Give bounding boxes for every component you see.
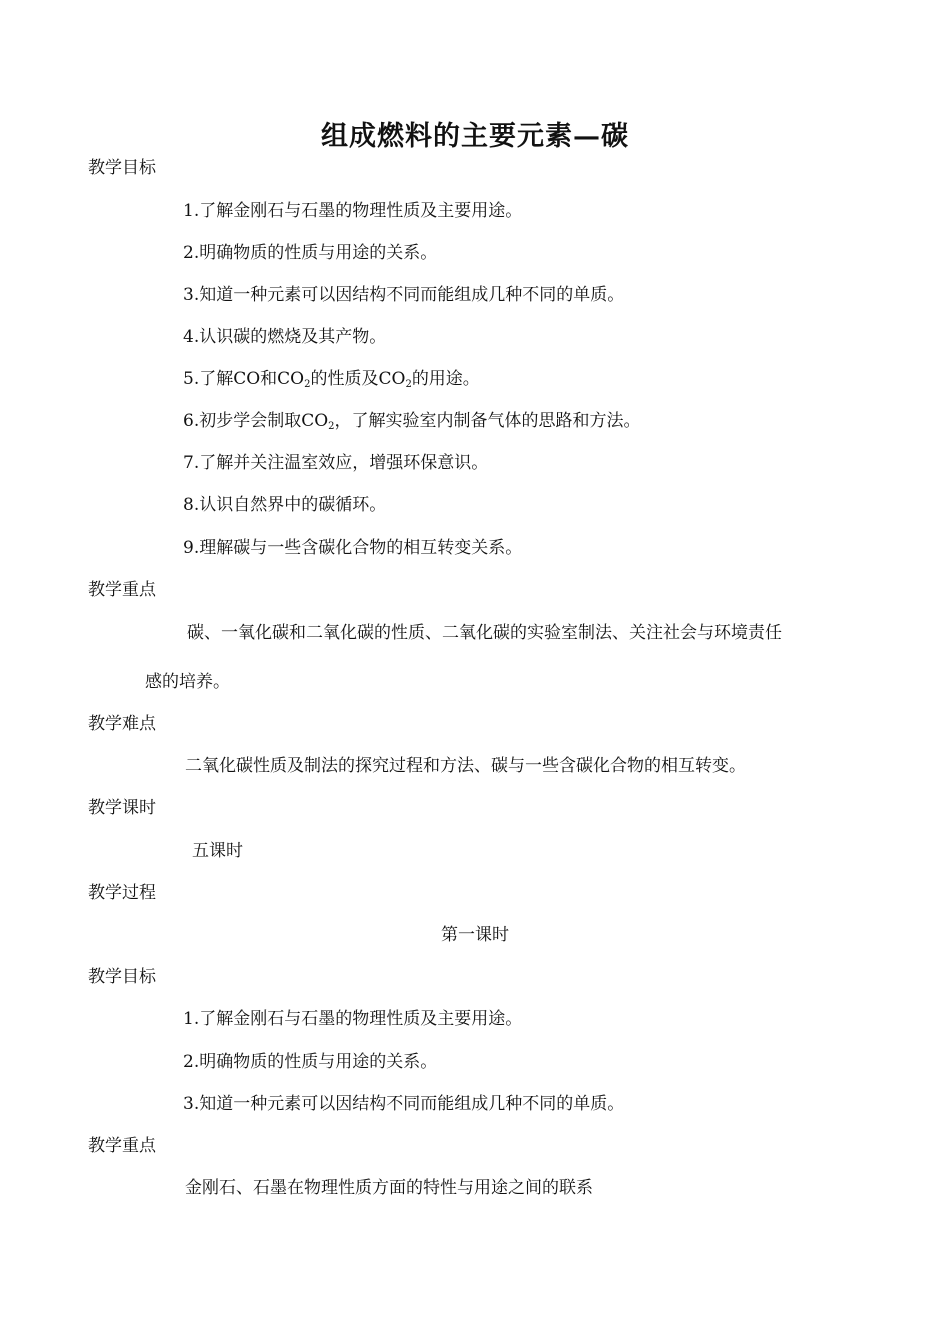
goal-item-4: 4.认识碳的燃烧及其产物。 (183, 327, 387, 347)
goals-heading: 教学目标 (88, 158, 156, 178)
lesson-1-goal-item-3: 3.知道一种元素可以因结构不同而能组成几种不同的单质。 (183, 1094, 625, 1114)
document-title: 组成燃料的主要元素—碳 (321, 121, 629, 152)
lesson-1-goals-heading: 教学目标 (88, 967, 156, 987)
goal-item-3: 3.知道一种元素可以因结构不同而能组成几种不同的单质。 (183, 285, 625, 305)
lesson-1-key-text: 金刚石、石墨在物理性质方面的特性与用途之间的联系 (185, 1178, 593, 1198)
process-heading: 教学过程 (88, 883, 156, 903)
lesson-1-key-heading: 教学重点 (88, 1136, 156, 1156)
key-heading: 教学重点 (88, 580, 156, 600)
goal-item-7: 7.了解并关注温室效应，增强环保意识。 (183, 453, 489, 473)
hours-text: 五课时 (192, 841, 243, 861)
goal-item-9: 9.理解碳与一些含碳化合物的相互转变关系。 (183, 538, 523, 558)
lesson-1-goal-item-2: 2.明确物质的性质与用途的关系。 (183, 1052, 438, 1072)
lesson-1-title: 第一课时 (441, 925, 509, 945)
goal-item-6: 6.初步学会制取$CO_2$，了解实验室内制备气体的思路和方法。 (183, 411, 641, 432)
lesson-1-goal-item-1: 1.了解金刚石与石墨的物理性质及主要用途。 (183, 1009, 523, 1029)
goal-item-2: 2.明确物质的性质与用途的关系。 (183, 243, 438, 263)
goal-item-5: 5.了解CO和$CO_2$的性质及$CO_2$的用途。 (183, 369, 480, 390)
key-points-line-1: 碳、一氧化碳和二氧化碳的性质、二氧化碳的实验室制法、关注社会与环境责任 (187, 623, 782, 643)
goal-item-1: 1.了解金刚石与石墨的物理性质及主要用途。 (183, 201, 523, 221)
goal-item-8: 8.认识自然界中的碳循环。 (183, 495, 387, 515)
hours-heading: 教学课时 (88, 798, 156, 818)
key-points-line-2: 感的培养。 (145, 672, 230, 692)
difficulty-heading: 教学难点 (88, 714, 156, 734)
difficulty-text: 二氧化碳性质及制法的探究过程和方法、碳与一些含碳化合物的相互转变。 (185, 756, 746, 776)
